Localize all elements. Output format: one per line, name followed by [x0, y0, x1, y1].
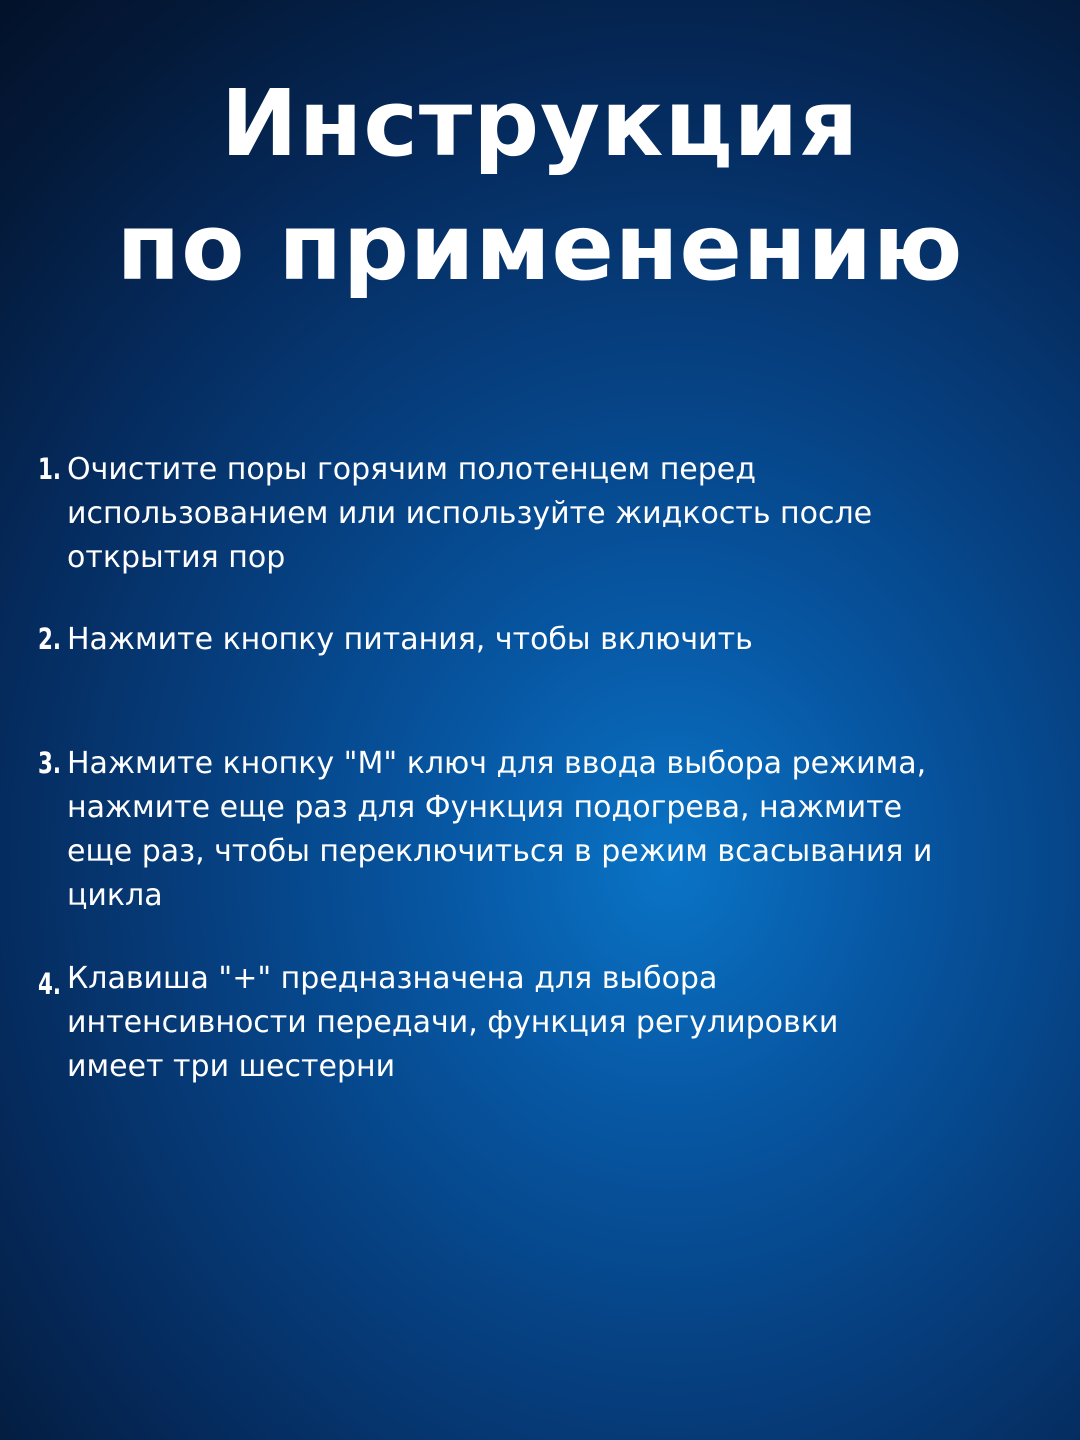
step-text: Очистите поры горячим полотенцем перед использованием или используйте жидкость после открытия пор — [67, 452, 873, 575]
step-text: Клавиша "+" предназначена для выбора интенсивности передачи, функция регулировки имеет три шестерни — [67, 961, 839, 1084]
page-title — [0, 62, 1080, 310]
title-line-2: по применению — [116, 194, 964, 301]
step-number: 2. — [38, 622, 62, 656]
step-text: Нажмите кнопку питания, чтобы включить — [67, 622, 753, 657]
title-line-1: Инструкция — [220, 70, 860, 177]
step-number: 3. — [38, 746, 62, 780]
step-number: 1. — [38, 452, 62, 486]
step-text: Нажмите кнопку "M" ключ для ввода выбора режима, нажмите еще раз для Функция подогрева, нажмите еще раз, чтобы переключиться в режим всасывания и цикла — [67, 746, 933, 913]
step-number: 4. — [38, 967, 62, 1001]
